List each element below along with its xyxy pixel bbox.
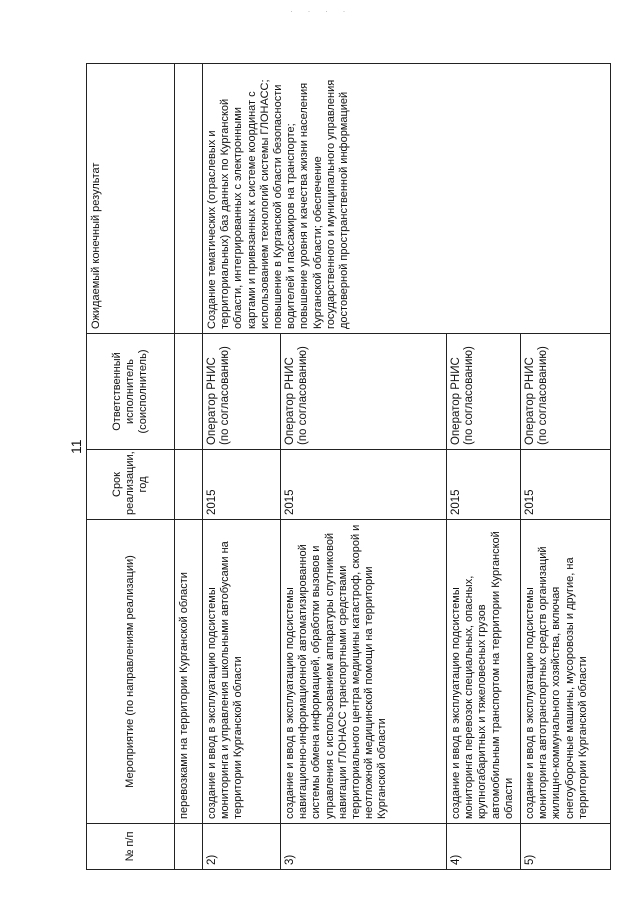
- row-event: создание и ввод в эксплуатацию подсистемы навигационно-информационной автоматизированной системы обмена информацией, обработки вызовов и управления с использованием аппаратуры спутниковой навигации ГЛОНАСС транспортными средствами территориального центра медицины катастроф, скорой и неотложной медицинской помощи на территории Курганской области: [281, 520, 447, 824]
- row-result: [175, 64, 203, 334]
- row-executor: [175, 334, 203, 450]
- row-term: 2015: [447, 450, 521, 520]
- rotated-table-wrapper: [86, 64, 610, 870]
- row-executor: Оператор РНИС (по согласованию): [281, 334, 447, 450]
- row-event: создание и ввод в эксплуатацию подсистемы мониторинга автотранспортных средств организаций жилищно-коммунального хозяйства, включая снегоуборочные машины, мусоровозы и другие, на территории Курганской области: [521, 520, 611, 824]
- table-row: [175, 64, 203, 870]
- header-result: Ожидаемый конечный результат: [87, 64, 175, 334]
- row-executor: Оператор РНИС (по согласованию): [521, 334, 611, 450]
- row-event: перевозками на территории Курганской области: [175, 520, 203, 824]
- header-executor: Ответственный исполнитель (соисполнитель): [87, 334, 175, 450]
- page-number: 11: [68, 439, 84, 454]
- row-term: 2015: [203, 450, 281, 520]
- row-term: 2015: [521, 450, 611, 520]
- table-header-row: [87, 64, 175, 870]
- row-executor: Оператор РНИС (по согласованию): [203, 334, 281, 450]
- header-term: Срок реализации, год: [87, 450, 175, 520]
- row-no: 4): [447, 824, 521, 870]
- row-no: 5): [521, 824, 611, 870]
- row-no: 3): [281, 824, 447, 870]
- row-no: [175, 824, 203, 870]
- row-event: создание и ввод в эксплуатацию подсистемы мониторинга перевозок специальных, опасных, крупногабаритных и тяжеловесных грузов автомобильным транспортом на территории Курганской области: [447, 520, 521, 824]
- table-row: [203, 64, 281, 870]
- row-executor: Оператор РНИС (по согласованию): [447, 334, 521, 450]
- row-term: [175, 450, 203, 520]
- header-event: Мероприятие (по направлениям реализации): [87, 520, 175, 824]
- row-no: 2): [203, 824, 281, 870]
- header-no: № п/п: [87, 824, 175, 870]
- measures-table: [86, 63, 611, 870]
- row-event: создание и ввод в эксплуатацию подсистемы мониторинга и управления школьными автобусами на территории Курганской области: [203, 520, 281, 824]
- row-result-merged: Создание тематических (отраслевых и территориальных) баз данных по Курганской области, интегрированных с электронными картами и привязанных к системе координат с использованием технологий системы ГЛОНАСС; повышение в Курганской области безопасности водителей и пассажиров на транспорте; повышение уровня и качества жизни населения Курганской области; обеспечение государственного и муниципального управления достоверной пространственной информацией: [203, 64, 611, 334]
- scan-artifact: · · · ·: [290, 6, 352, 16]
- row-term: 2015: [281, 450, 447, 520]
